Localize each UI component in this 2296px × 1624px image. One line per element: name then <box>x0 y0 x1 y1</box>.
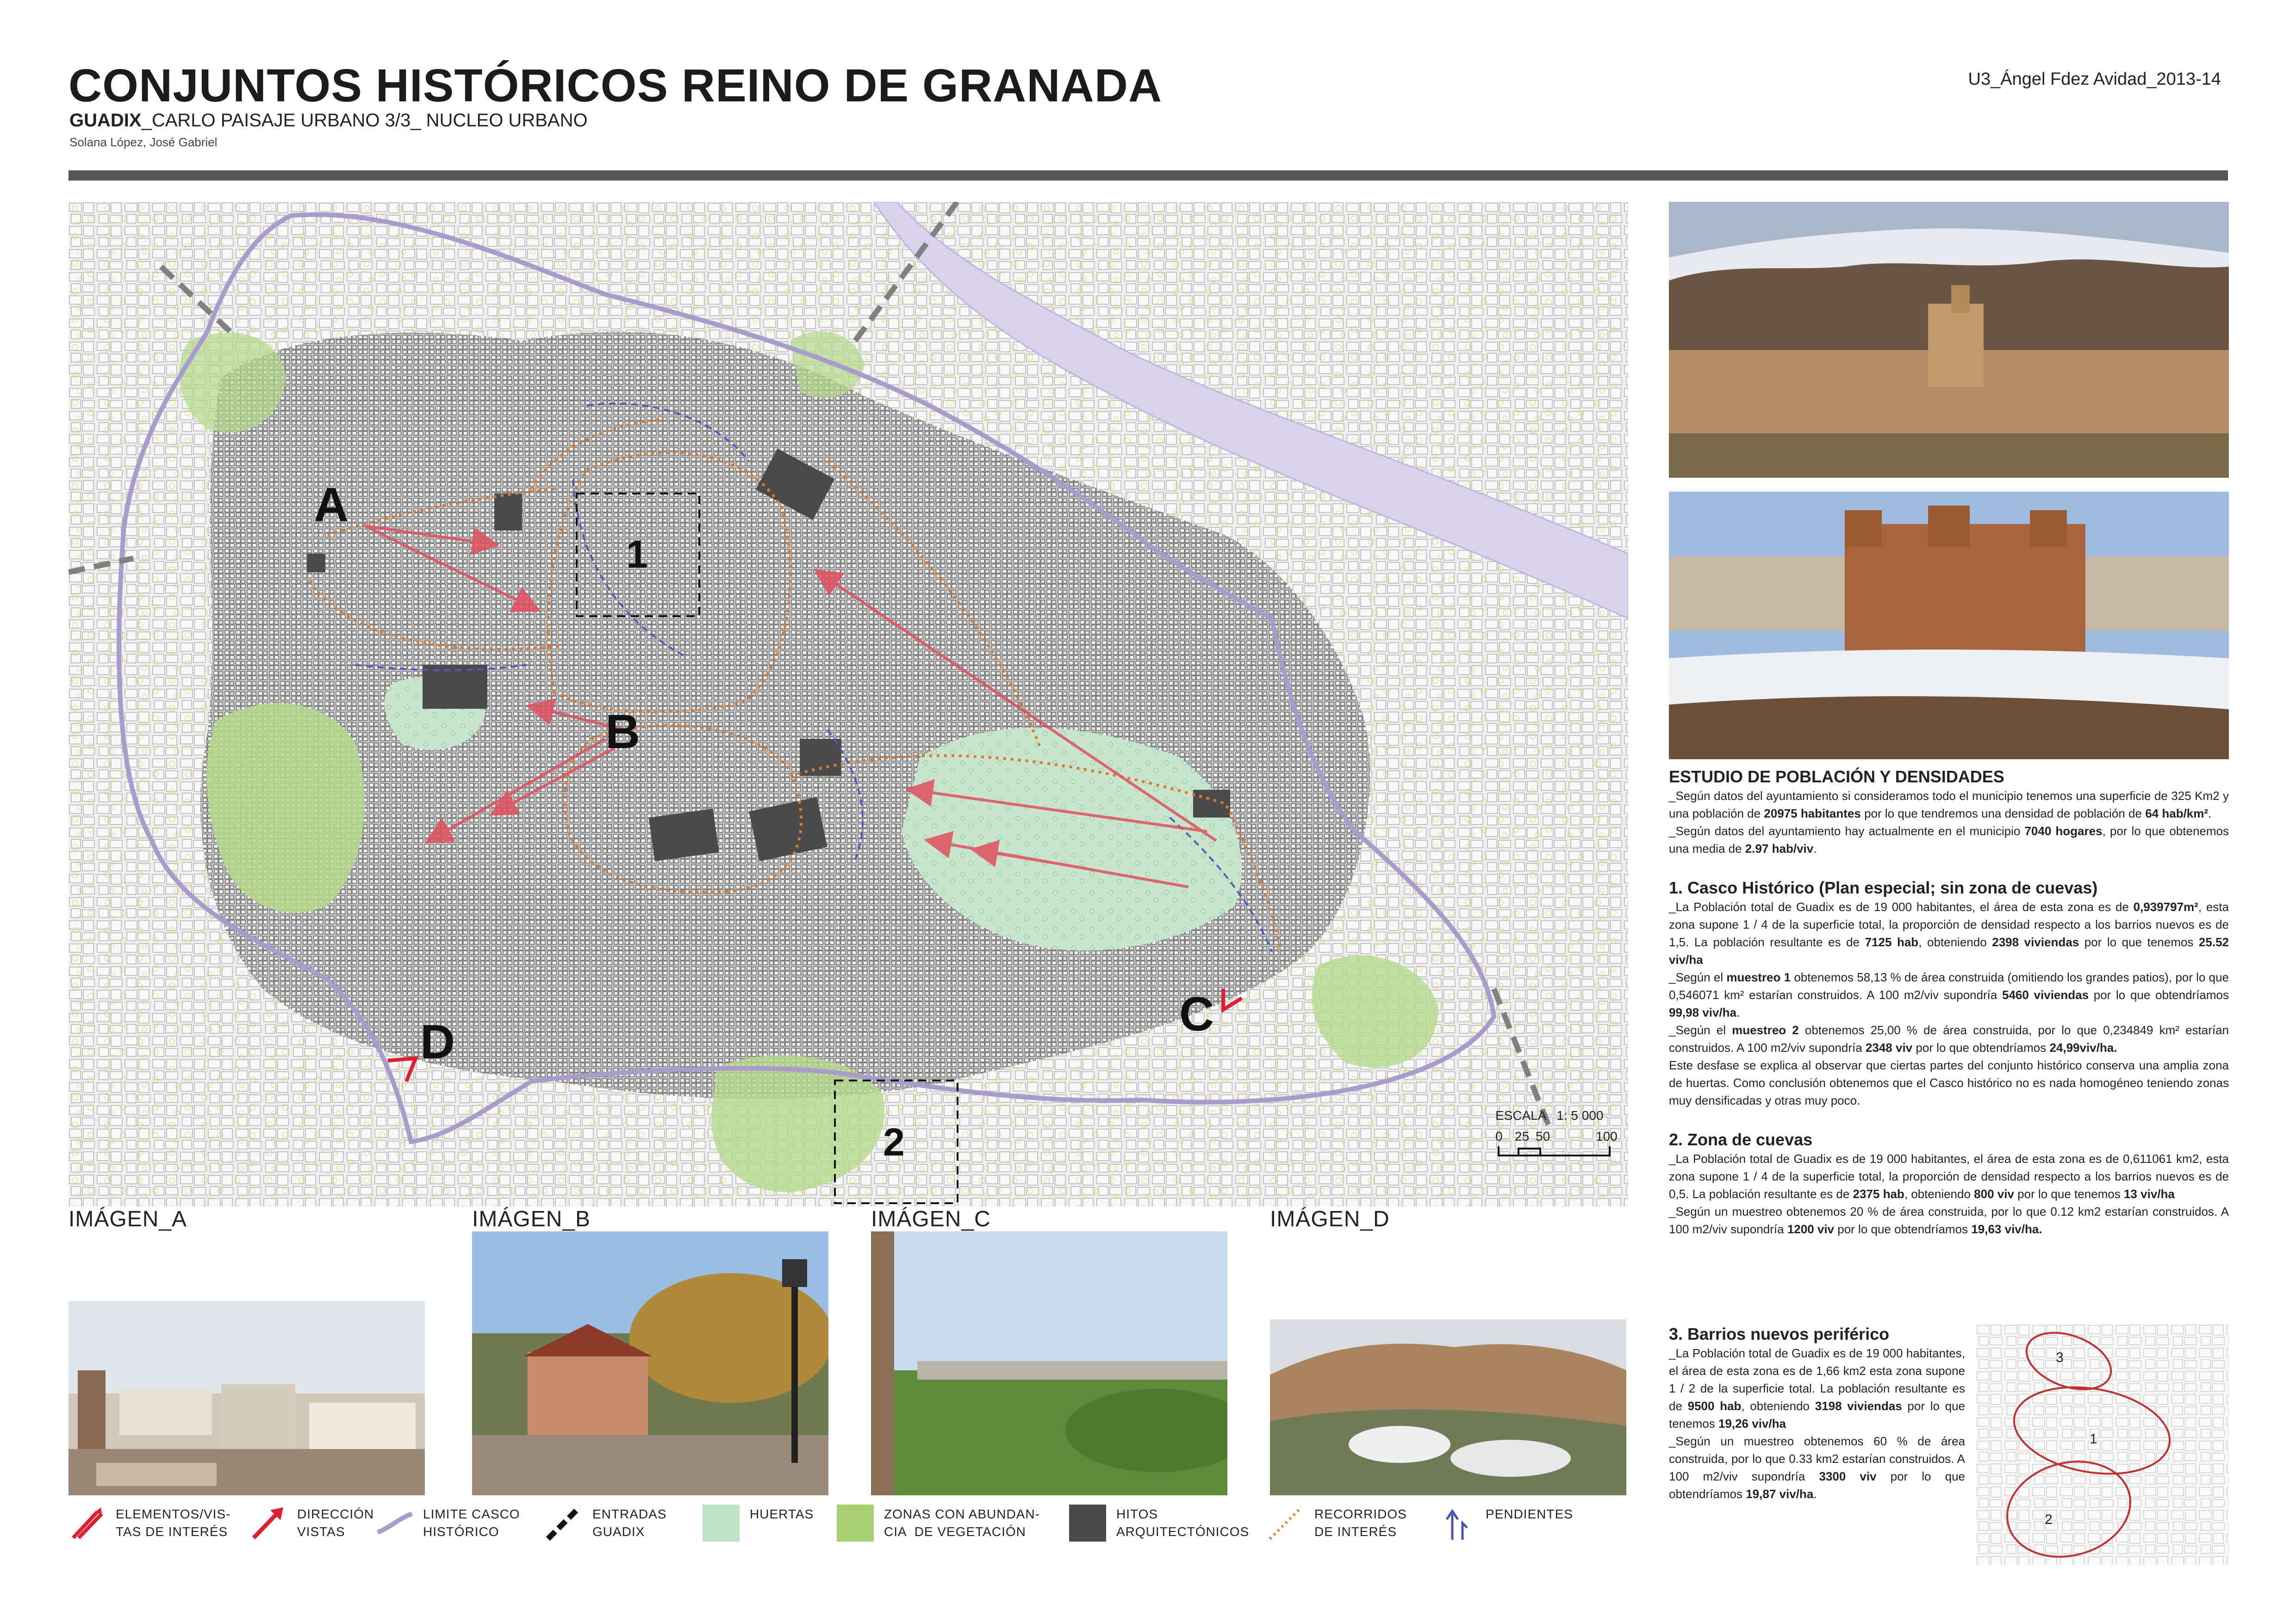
interest-view-icon <box>68 1505 106 1542</box>
section-3 <box>1669 1324 1965 1503</box>
map-label-a: A <box>314 478 349 532</box>
scale-label: ESCALA 1: 5 000 <box>1495 1108 1604 1123</box>
legend-label-vegetation: ZONAS CON ABUNDAN- CIA DE VEGETACIÓN <box>884 1507 1040 1539</box>
subtitle-rest: _CARLO PAISAJE URBANO 3/3_ NUCLEO URBANO <box>141 110 588 131</box>
section-3-title: 3. Barrios nuevos periférico <box>1669 1324 1890 1343</box>
urban-map <box>68 202 1628 1206</box>
section-2-para-1: _La Población total de Guadix es de 19 000 habitantes, el área de esta zona es de 0,611061 km2, esta zona supone 1 / 4 de la superficie total, la proporción de densidad respecto a los barrios nuevos es de 0,5. La población resultante es de 2375 hab, obteniendo 800 viv por lo que tenemos 13 viv/ha <box>1669 1152 2229 1201</box>
image-b-label: IMÁGEN_B <box>472 1207 591 1231</box>
map-label-b: B <box>605 705 641 759</box>
route-icon <box>1267 1505 1304 1542</box>
vegetation-swatch-icon <box>837 1505 874 1542</box>
photo-guadix-panorama <box>1669 202 2229 478</box>
section-3-para-2: _Según un muestreo obtenemos 60 % de área construida, por lo que 0.33 km2 estarían construidos. A 100 m2/viv supondría 3300 viv por lo que obtendríamos 19,87 viv/ha. <box>1669 1434 1965 1501</box>
scale-tick-50: 50 <box>1536 1129 1550 1143</box>
legend-label-routes: RECORRIDOS DE INTERÉS <box>1314 1507 1407 1539</box>
map-label-d: D <box>420 1015 455 1069</box>
study-intro-2: _Según datos del ayuntamiento hay actualmente en el municipio 7040 hogares, por lo que obtenemos una media de 2.97 hab/viv. <box>1669 824 2229 856</box>
photo-b-street-view <box>472 1231 828 1495</box>
legend-label-huertas: HUERTAS <box>750 1507 814 1521</box>
header-divider-bar <box>68 170 2228 181</box>
zone-label-2: 2 <box>2045 1512 2053 1527</box>
landmark-west <box>423 665 487 709</box>
legend-item-landmarks <box>1069 1505 1249 1542</box>
subtitle-town: GUADIX <box>69 110 142 131</box>
orchard-swatch-icon <box>703 1505 740 1542</box>
page-subtitle <box>69 110 588 131</box>
legend-item-huertas <box>703 1505 814 1542</box>
section-2-para-2: _Según un muestreo obtenemos 20 % de área construida, por lo que 0.12 km2 estarían construidos. A 100 m2/viv supondría 1200 viv por lo que obtendríamos 19,63 viv/ha. <box>1669 1205 2229 1236</box>
historic-limit-icon <box>376 1505 413 1542</box>
legend-label-entrance: ENTRADAS GUADIX <box>592 1507 667 1539</box>
image-a-label: IMÁGEN_A <box>68 1207 187 1231</box>
section-1-title: 1. Casco Histórico (Plan especial; sin zona de cuevas) <box>1669 878 2098 897</box>
photo-a-town-view <box>68 1301 425 1495</box>
population-study <box>1669 767 2229 1238</box>
image-c-label: IMÁGEN_C <box>871 1207 991 1231</box>
section-1-para-4: Este desfase se explica al observar que ciertas partes del conjunto histórico conserva una amplia zona de huertas. Como conclusión obtenemos que el Casco histórico no es nada homogéneo teniendo zonas muy densificadas y otras muy poco. <box>1669 1058 2229 1107</box>
photo-alcazaba <box>1669 492 2229 759</box>
study-intro-1: _Según datos del ayuntamiento si consideramos todo el municipio tenemos una superficie de 325 Km2 y una población de 20975 habitantes por lo que tendremos una densidad de población de 64 hab/km². <box>1669 789 2229 820</box>
section-1-para-2: _Según el muestreo 1 obtenemos 58,13 % de área construida (omitiendo los grandes patios), por lo que 0,546071 km² estarían construidos. A 100 m2/viv supondría 5460 viviendas por lo que obtendríamos 99,98 viv/ha. <box>1669 970 2229 1019</box>
section-1-para-3: _Según el muestreo 2 obtenemos 25,00 % de área construida, por lo que 0,234849 km² estarían construidos. A 100 m2/viv supondría 2348 viv por lo que obtendríamos 24,99viv/ha. <box>1669 1023 2229 1055</box>
legend-item-vegetation <box>837 1505 1040 1542</box>
scale-tick-0: 0 <box>1495 1129 1503 1143</box>
legend-item-direction <box>250 1505 374 1542</box>
entrance-icon <box>545 1505 582 1542</box>
landmark-south <box>649 809 719 862</box>
legend-label-slopes: PENDIENTES <box>1486 1507 1573 1521</box>
legend-item-routes <box>1267 1505 1407 1542</box>
legend-item-entrance <box>545 1505 666 1542</box>
legend-label-landmarks: HITOS ARQUITECTÓNICOS <box>1116 1507 1250 1539</box>
authors-line: Solana López, José Gabriel <box>69 135 218 149</box>
urban-map-drawing <box>68 202 1628 1206</box>
study-title: ESTUDIO DE POBLACIÓN Y DENSIDADES <box>1669 767 2004 786</box>
legend-item-slopes <box>1438 1505 1573 1542</box>
scale-tick-100: 100 <box>1596 1129 1618 1143</box>
slope-icon <box>1438 1505 1475 1542</box>
zone-label-1: 1 <box>2090 1431 2097 1447</box>
legend-label-limit: LIMITE CASCO HISTÓRICO <box>423 1507 520 1539</box>
image-d-label: IMÁGEN_D <box>1270 1207 1390 1231</box>
page-title: CONJUNTOS HISTÓRICOS REINO DE GRANADA <box>68 60 1163 112</box>
landmark-nw <box>494 493 522 531</box>
zone-label-3: 3 <box>2056 1350 2064 1365</box>
map-label-c: C <box>1179 987 1214 1041</box>
zones-mini-map <box>1976 1324 2229 1565</box>
photo-d-caves-view <box>1270 1319 1626 1495</box>
section-1-para-1: _La Población total de Guadix es de 19 000 habitantes, el área de esta zona es de 0,939797m², esta zona supone 1 / 4 de la superficie total, la proporción de densidad respecto a los barrios nuevos es de 1,5. La población resultante es de 7125 hab, obteniendo 2398 viviendas por lo que tenemos 25.52 viv/ha <box>1669 900 2229 967</box>
landmark-swatch-icon <box>1069 1505 1106 1542</box>
legend-item-interest <box>68 1505 230 1542</box>
legend-label-interest: ELEMENTOS/VIS- TAS DE INTERÉS <box>116 1507 231 1539</box>
landmark-a <box>307 554 325 572</box>
scale-tick-25: 25 <box>1515 1129 1530 1143</box>
legend-label-direction: DIRECCIÓN VISTAS <box>297 1507 374 1539</box>
legend-item-limit <box>376 1505 520 1542</box>
map-legend <box>68 1505 1573 1569</box>
section-2-title: 2. Zona de cuevas <box>1669 1130 1813 1149</box>
course-label: U3_Ángel Fdez Avidad_2013-14 <box>1968 69 2221 89</box>
landmark-east <box>1193 790 1230 818</box>
photo-c-orchard-view <box>871 1231 1227 1495</box>
section-3-para-1: _La Población total de Guadix es de 19 000 habitantes, el área de esta zona es de 1,66 km2 esta zona supone 1 / 2 de la superficie total. La población resultante es de 9500 hab, obteniendo 3198 viviendas por lo que tenemos 19,26 viv/ha <box>1669 1346 1965 1430</box>
view-direction-icon <box>250 1505 287 1542</box>
sample-label-1: 1 <box>626 532 648 576</box>
sample-label-2: 2 <box>883 1120 905 1164</box>
